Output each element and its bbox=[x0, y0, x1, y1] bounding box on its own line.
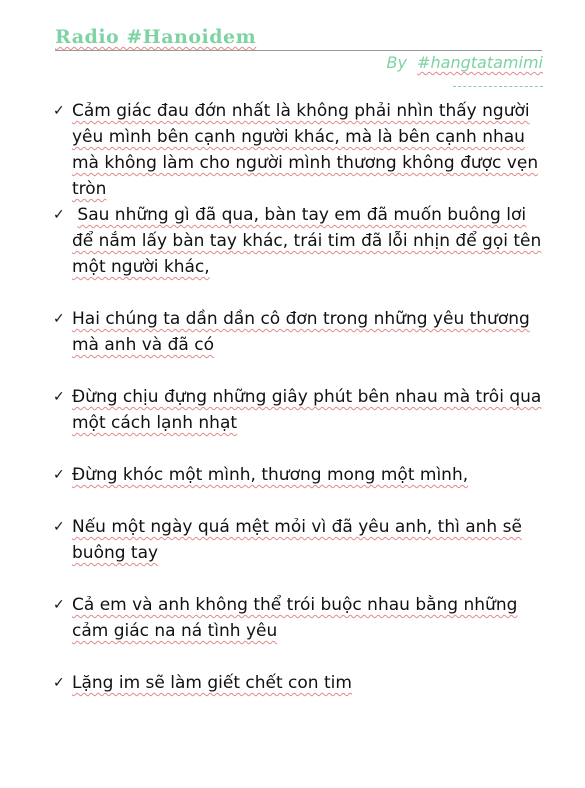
byline-dashed-divider bbox=[453, 86, 543, 87]
list-item-text: Lặng im sẽ làm giết chết con tim bbox=[72, 673, 352, 693]
byline-prefix: By bbox=[386, 53, 407, 72]
list-item bbox=[53, 98, 548, 202]
checkmark-icon: ✓ bbox=[53, 519, 65, 535]
document-title: Radio #Hanoidem bbox=[55, 26, 257, 48]
list-item bbox=[53, 514, 548, 566]
list-item-text: Sau những gì đã qua, bàn tay em đã muốn buông lơi để nắm lấy bàn tay khác, trái tim đã lỗi nhịn để gọi tên một người khác, bbox=[72, 205, 542, 277]
list-item bbox=[53, 306, 548, 358]
list-item bbox=[53, 462, 548, 488]
checkmark-icon: ✓ bbox=[53, 675, 65, 691]
title-divider bbox=[55, 50, 542, 51]
list-item bbox=[53, 384, 548, 436]
checkmark-icon: ✓ bbox=[53, 103, 65, 119]
list-item-text: Cả em và anh không thể trói buộc nhau bằng những cảm giác na ná tình yêu bbox=[72, 595, 518, 641]
checkmark-icon: ✓ bbox=[53, 207, 65, 223]
list-item-text: Đừng chịu đựng những giây phút bên nhau mà trôi qua một cách lạnh nhạt bbox=[72, 387, 542, 433]
checklist bbox=[53, 98, 548, 696]
list-item bbox=[53, 202, 548, 280]
list-item bbox=[53, 592, 548, 644]
list-item-text: Đừng khóc một mình, thương mong một mình, bbox=[72, 465, 469, 485]
checkmark-icon: ✓ bbox=[53, 311, 65, 327]
byline-handle: #hangtatamimi bbox=[417, 53, 543, 72]
list-item-text: Nếu một ngày quá mệt mỏi vì đã yêu anh, thì anh sẽ buông tay bbox=[72, 517, 522, 563]
byline bbox=[387, 53, 544, 72]
checkmark-icon: ✓ bbox=[53, 467, 65, 483]
list-item-text: Cảm giác đau đớn nhất là không phải nhìn thấy người yêu mình bên cạnh người khác, mà là bên cạnh nhau mà không làm cho người mình thương không được vẹn tròn bbox=[72, 101, 539, 199]
list-item bbox=[53, 670, 548, 696]
checkmark-icon: ✓ bbox=[53, 389, 65, 405]
list-item-text: Hai chúng ta dần dần cô đơn trong những yêu thương mà anh và đã có bbox=[72, 309, 530, 355]
checkmark-icon: ✓ bbox=[53, 597, 65, 613]
